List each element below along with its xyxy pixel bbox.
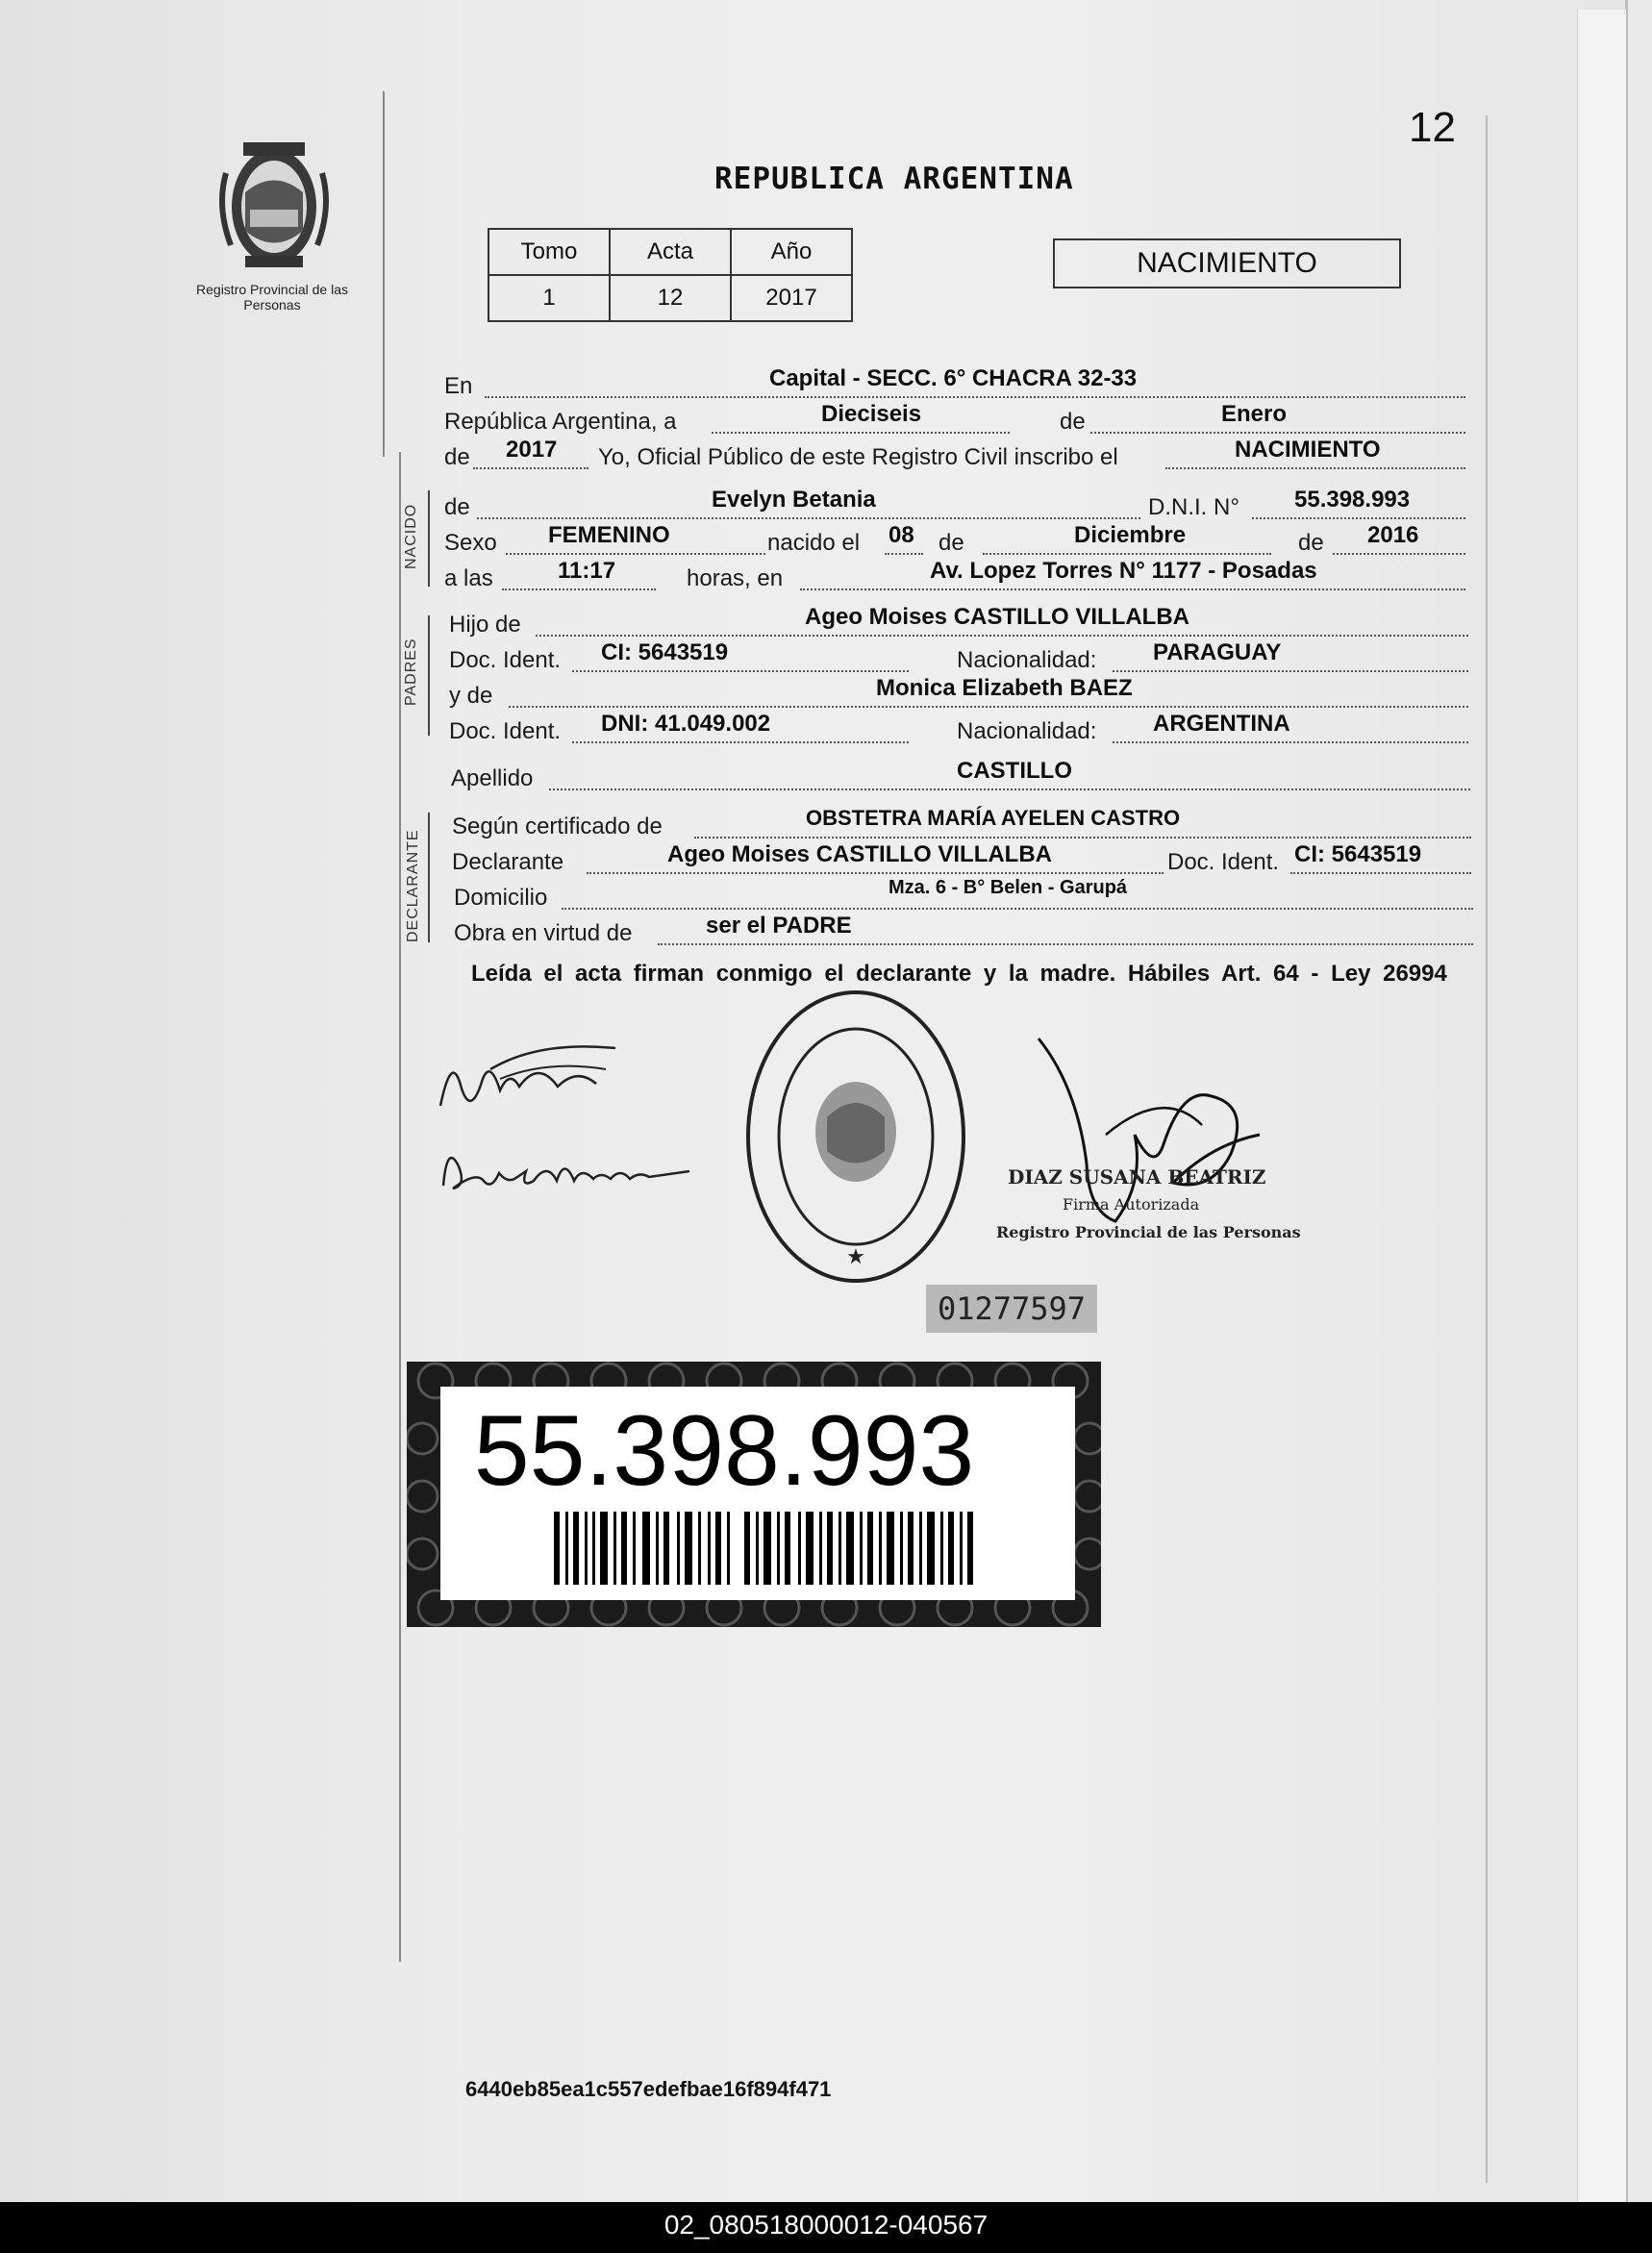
field-label: Declarante xyxy=(452,849,564,875)
field-declarante xyxy=(452,841,1471,880)
field-label: Obra en virtud de xyxy=(454,920,633,946)
field-sexo xyxy=(444,522,1465,561)
field-label: Nacionalidad: xyxy=(957,647,1097,673)
registry-table xyxy=(488,228,853,322)
official-office: Registro Provincial de las Personas xyxy=(996,1223,1301,1241)
field-label: Yo, Oficial Público de este Registro Civil inscribo el xyxy=(598,444,1118,470)
province-crest-icon xyxy=(207,135,341,284)
dni-number: 55.398.993 xyxy=(473,1395,975,1507)
field-hijo-de xyxy=(449,604,1468,642)
barcode-icon xyxy=(554,1512,977,1590)
field-value: Dieciseis xyxy=(821,401,922,427)
field-value: ser el PADRE xyxy=(706,913,852,939)
svg-text:★: ★ xyxy=(846,1244,865,1268)
field-value: FEMENINO xyxy=(548,522,670,548)
field-value: Av. Lopez Torres N° 1177 - Posadas xyxy=(930,558,1317,584)
field-label: Doc. Ident. xyxy=(449,718,562,744)
field-label: Doc. Ident. xyxy=(1167,849,1280,875)
document-title: REPUBLICA ARGENTINA xyxy=(714,162,1074,196)
field-value: Diciembre xyxy=(1074,522,1187,548)
field-label: de xyxy=(1060,409,1086,435)
field-label: nacido el xyxy=(767,530,861,556)
table-header: Acta xyxy=(610,229,731,275)
field-value: PARAGUAY xyxy=(1153,639,1282,665)
official-role: Firma Autorizada xyxy=(1063,1195,1200,1214)
field-label: Domicilio xyxy=(454,885,548,911)
field-value: DNI: 41.049.002 xyxy=(601,711,771,737)
field-label: Sexo xyxy=(444,530,497,556)
table-cell: 2017 xyxy=(731,275,852,321)
field-label: de xyxy=(1298,530,1324,556)
field-label: a las xyxy=(444,565,493,591)
field-hora xyxy=(444,558,1465,596)
field-label: de xyxy=(444,494,470,520)
field-value: 11:17 xyxy=(558,558,616,584)
footer-filename: 02_080518000012-040567 xyxy=(663,2210,989,2240)
declarant-signature xyxy=(433,1031,625,1132)
section-divider xyxy=(428,813,430,942)
section-divider xyxy=(428,615,430,736)
field-label: Doc. Ident. xyxy=(449,647,562,673)
field-label: República Argentina, a xyxy=(444,409,677,435)
field-value: 08 xyxy=(889,522,914,548)
section-divider xyxy=(428,490,430,587)
field-value: CASTILLO xyxy=(957,758,1072,784)
mother-signature xyxy=(438,1133,697,1205)
field-label: de xyxy=(444,444,470,470)
field-value: Mza. 6 - B° Belen - Garupá xyxy=(889,877,1128,898)
registry-seal xyxy=(740,983,971,1295)
field-apellido xyxy=(451,758,1470,796)
section-label-nacido: NACIDO xyxy=(403,503,419,569)
field-label: horas, en xyxy=(687,565,784,591)
field-nombre xyxy=(444,487,1465,525)
registry-label: Registro Provincial de las Personas xyxy=(196,282,348,313)
table-cell: 1 xyxy=(488,275,610,321)
section-label-declarante: DECLARANTE xyxy=(405,829,421,942)
act-type-box: NACIMIENTO xyxy=(1053,238,1401,288)
field-label: Apellido xyxy=(451,765,534,791)
margin-line xyxy=(399,452,401,1962)
field-label: D.N.I. N° xyxy=(1148,494,1239,520)
field-obra xyxy=(454,913,1473,951)
field-value: 55.398.993 xyxy=(1294,487,1411,513)
field-value: CI: 5643519 xyxy=(601,639,729,665)
field-label: de xyxy=(939,530,964,556)
official-name: DIAZ SUSANA BEATRIZ xyxy=(1008,1165,1266,1189)
right-margin-line xyxy=(1486,115,1488,2183)
table-header: Año xyxy=(731,229,852,275)
field-value: NACIMIENTO xyxy=(1235,437,1381,463)
field-label: Según certificado de xyxy=(452,814,663,839)
field-value: 2017 xyxy=(506,437,558,463)
field-value: OBSTETRA MARÍA AYELEN CASTRO xyxy=(806,806,1181,830)
field-label: En xyxy=(444,373,473,399)
field-value: Ageo Moises CASTILLO VILLALBA xyxy=(805,604,1190,630)
field-value: Capital - SECC. 6° CHACRA 32-33 xyxy=(769,365,1138,391)
field-label: y de xyxy=(449,683,493,709)
field-republica xyxy=(444,401,1465,439)
field-label: Hijo de xyxy=(449,612,521,638)
closing-text: Leída el acta firman conmigo el declarante y la madre. Hábiles Art. 64 - Ley 26994 xyxy=(471,961,1447,987)
field-doc2 xyxy=(449,711,1468,749)
field-doc1 xyxy=(449,639,1468,678)
field-value: ARGENTINA xyxy=(1153,711,1290,737)
document-hash: 6440eb85ea1c557edefbae16f894f471 xyxy=(465,2077,832,2101)
field-value: Enero xyxy=(1221,401,1288,427)
field-value: Monica Elizabeth BAEZ xyxy=(876,675,1133,701)
page-edge xyxy=(1577,10,1626,2202)
field-value: 2016 xyxy=(1367,522,1419,548)
field-value: Ageo Moises CASTILLO VILLALBA xyxy=(667,841,1053,867)
field-anio xyxy=(444,437,1465,475)
table-header: Tomo xyxy=(488,229,610,275)
margin-line xyxy=(383,91,385,457)
field-en xyxy=(444,365,1465,404)
field-label: Nacionalidad: xyxy=(957,718,1097,744)
section-label-padres: PADRES xyxy=(403,638,419,706)
field-value: CI: 5643519 xyxy=(1294,841,1422,867)
dni-security-label xyxy=(407,1362,1101,1627)
field-domicilio xyxy=(454,877,1473,915)
field-certificado xyxy=(452,806,1471,844)
serial-number: 01277597 xyxy=(926,1285,1097,1333)
page-number: 12 xyxy=(1409,104,1456,151)
field-value: Evelyn Betania xyxy=(712,487,876,513)
table-cell: 12 xyxy=(610,275,731,321)
field-y-de xyxy=(449,675,1468,713)
